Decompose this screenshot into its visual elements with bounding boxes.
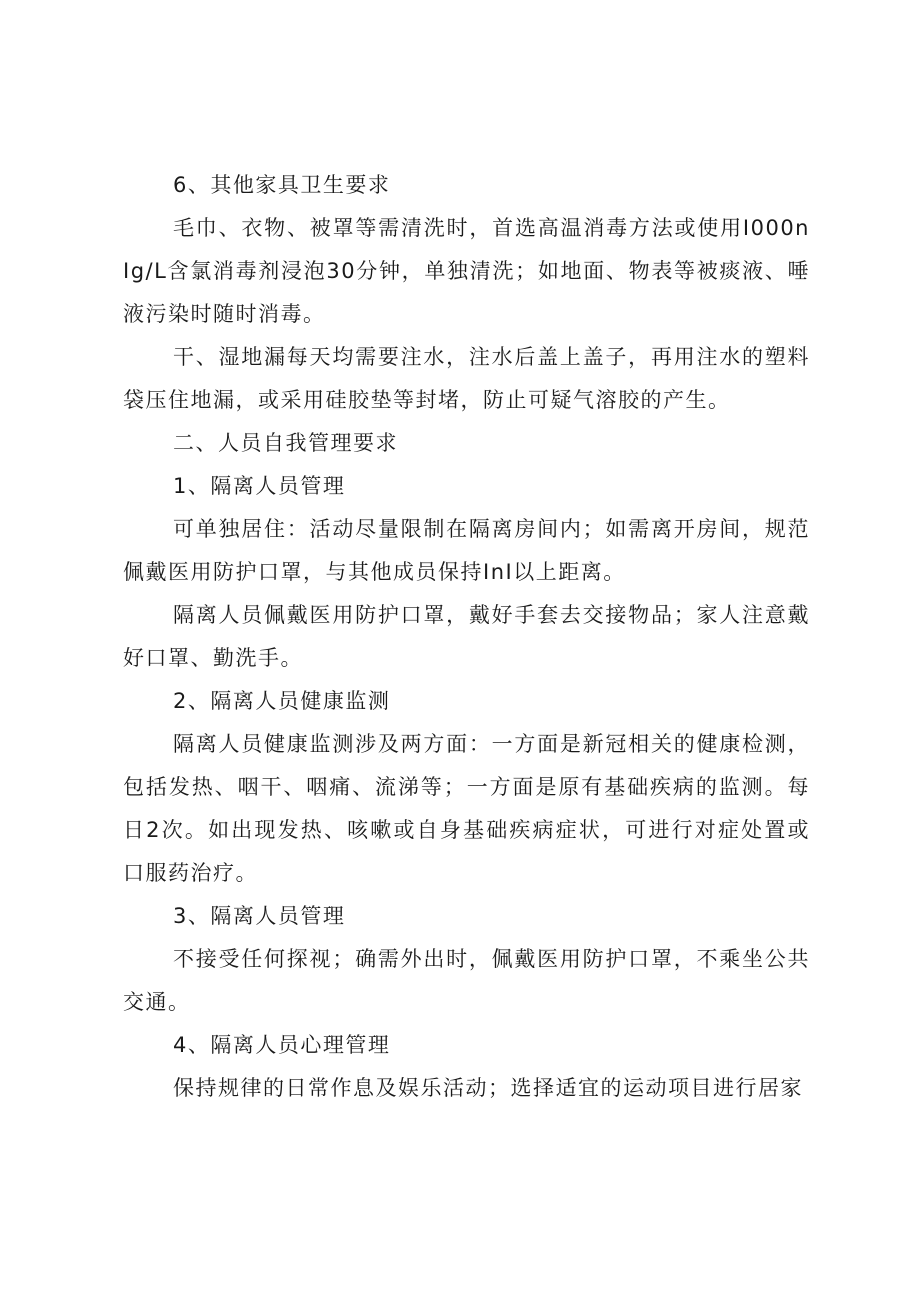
subheading-isolation-management: 1、隔离人员管理 — [173, 474, 346, 498]
section-heading-furniture-hygiene: 6、其他家具卫生要求 — [173, 173, 391, 197]
section-heading-self-management: 二、人员自我管理要求 — [173, 431, 398, 455]
subheading-psychological-management: 4、隔离人员心理管理 — [173, 1033, 391, 1057]
paragraph-health-monitoring: 隔离人员健康监测涉及两方面：一方面是新冠相关的健康检测，包括发热、咽干、咽痛、流涕等；一方面是原有基础疾病的监测。每日2次。如出现发热、咳嗽或自身基础疾病症状，可进行对症处置或口服药治疗。 — [123, 732, 810, 885]
paragraph-living-alone: 可单独居住：活动尽量限制在隔离房间内；如需离开房间，规范佩戴医用防护口罩，与其他成员保持InI以上距离。 — [123, 517, 810, 584]
paragraph-mask-gloves: 隔离人员佩戴医用防护口罩，戴好手套去交接物品；家人注意戴好口罩、勤洗手。 — [123, 603, 810, 670]
paragraph-no-visits: 不接受任何探视；确需外出时，佩戴医用防护口罩，不乘坐公共交通。 — [123, 947, 810, 1014]
subheading-health-monitoring: 2、隔离人员健康监测 — [173, 689, 391, 713]
subheading-isolation-management-2: 3、隔离人员管理 — [173, 904, 346, 928]
paragraph-daily-routine: 保持规律的日常作息及娱乐活动；选择适宜的运动项目进行居家 — [173, 1076, 803, 1100]
document-body — [123, 164, 810, 1110]
paragraph-laundry-disinfection: 毛巾、衣物、被罩等需清洗时，首选高温消毒方法或使用I000nIg/L含氯消毒剂浸泡30分钟，单独清洗；如地面、物表等被痰液、唾液污染时随时消毒。 — [123, 216, 810, 326]
paragraph-floor-drain: 干、湿地漏每天均需要注水，注水后盖上盖子，再用注水的塑料袋压住地漏，或采用硅胶垫等封堵，防止可疑气溶胶的产生。 — [123, 345, 810, 412]
